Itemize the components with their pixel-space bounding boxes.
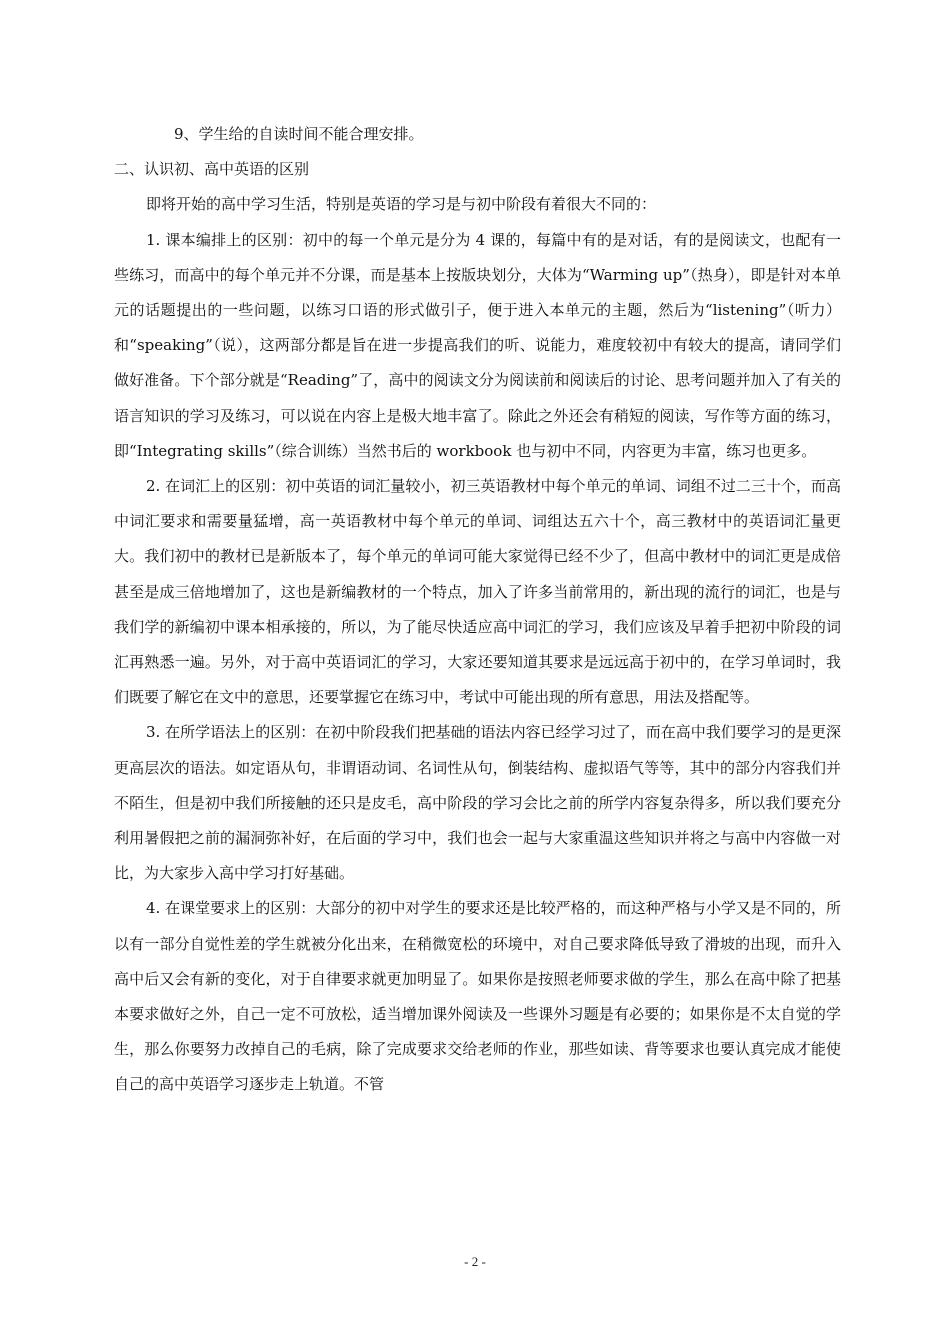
page-number: - 2 - [464,1254,486,1269]
paragraph-textbook: 1. 课本编排上的区别：初中的每一个单元是分为 4 课的，每篇中有的是对话，有的是阅读文，也配有一些练习，而高中的每个单元并不分课，而是基本上按版块划分，大体为“Warming up”（热身），即是针对本单元的话题提出的一些问题，以练习口语的形式做引子，便于进入本单元的主题，然后为“listening”（听力）和“speaking”（说），这两部分都是旨在进一步提高我们的听、说能力，难度较初中有较大的提高，请同学们做好准备。下个部分就是“Reading”了，高中的阅读文分为阅读前和阅读后的讨论、思考问题并加入了有关的语言知识的学习及练习，可以说在内容上是极大地丰富了。除此之外还会有稍短的阅读，写作等方面的练习，即“Integrating skills”（综合训练）当然书后的 workbook 也与初中不同，内容更为丰富，练习也更多。 [114,230,841,460]
paragraph-classroom: 4. 在课堂要求上的区别：大部分的初中对学生的要求还是比较严格的，而这种严格与小学又是不同的，所以有一部分自觉性差的学生就被分化出来，在稍微宽松的环境中，对自己要求降低导致了滑坡的出现，而升入高中后又会有新的变化，对于自律要求就更加明显了。如果你是按照老师要求做的学生，那么在高中除了把基本要求做好之外，自己一定不可放松，适当增加课外阅读及一些课外习题是有必要的；如果你是不太自觉的学生，那么你要努力改掉自己的毛病，除了完成要求交给老师的作业，那些如读、背等要求也要认真完成才能使自己的高中英语学习逐步走上轨道。不管 [114,899,841,1094]
paragraph-grammar: 3. 在所学语法上的区别：在初中阶段我们把基础的语法内容已经学习过了，而在高中我们要学习的是更深更高层次的语法。如定语从句，非谓语动词、名词性从句，倒装结构、虚拟语气等等，其中的部分内容我们并不陌生，但是初中我们所接触的还只是皮毛，高中阶段的学习会比之前的所学内容复杂得多，所以我们要充分利用暑假把之前的漏洞弥补好，在后面的学习中，我们也会一起与大家重温这些知识并将之与高中内容做一对比，为大家步入高中学习打好基础。 [114,723,841,883]
list-item-9: 9、学生给的自读时间不能合理安排。 [174,125,424,143]
section-heading: 二、认识初、高中英语的区别 [114,160,310,179]
intro-paragraph: 即将开始的高中学习生活，特别是英语的学习是与初中阶段有着很大不同的： [146,195,657,214]
document-body [114,117,841,1103]
paragraph-vocabulary: 2. 在词汇上的区别：初中英语的词汇量较小，初三英语教材中每个单元的单词、词组不过二三十个，而高中词汇要求和需要量猛增，高一英语教材中每个单元的单词、词组达五六十个，高三教材中的英语词汇量更大。我们初中的教材已是新版本了，每个单元的单词可能大家觉得已经不少了，但高中教材中的词汇更是成倍甚至是成三倍地增加了，这也是新编教材的一个特点，加入了许多当前常用的，新出现的流行的词汇，也是与我们学的新编初中课本相承接的，所以，为了能尽快适应高中词汇的学习，我们应该及早着手把初中阶段的词汇再熟悉一遍。另外，对于高中英语词汇的学习，大家还要知道其要求是远远高于初中的，在学习单词时，我们既要了解它在文中的意思，还要掌握它在练习中，考试中可能出现的所有意思，用法及搭配等。 [114,477,841,707]
